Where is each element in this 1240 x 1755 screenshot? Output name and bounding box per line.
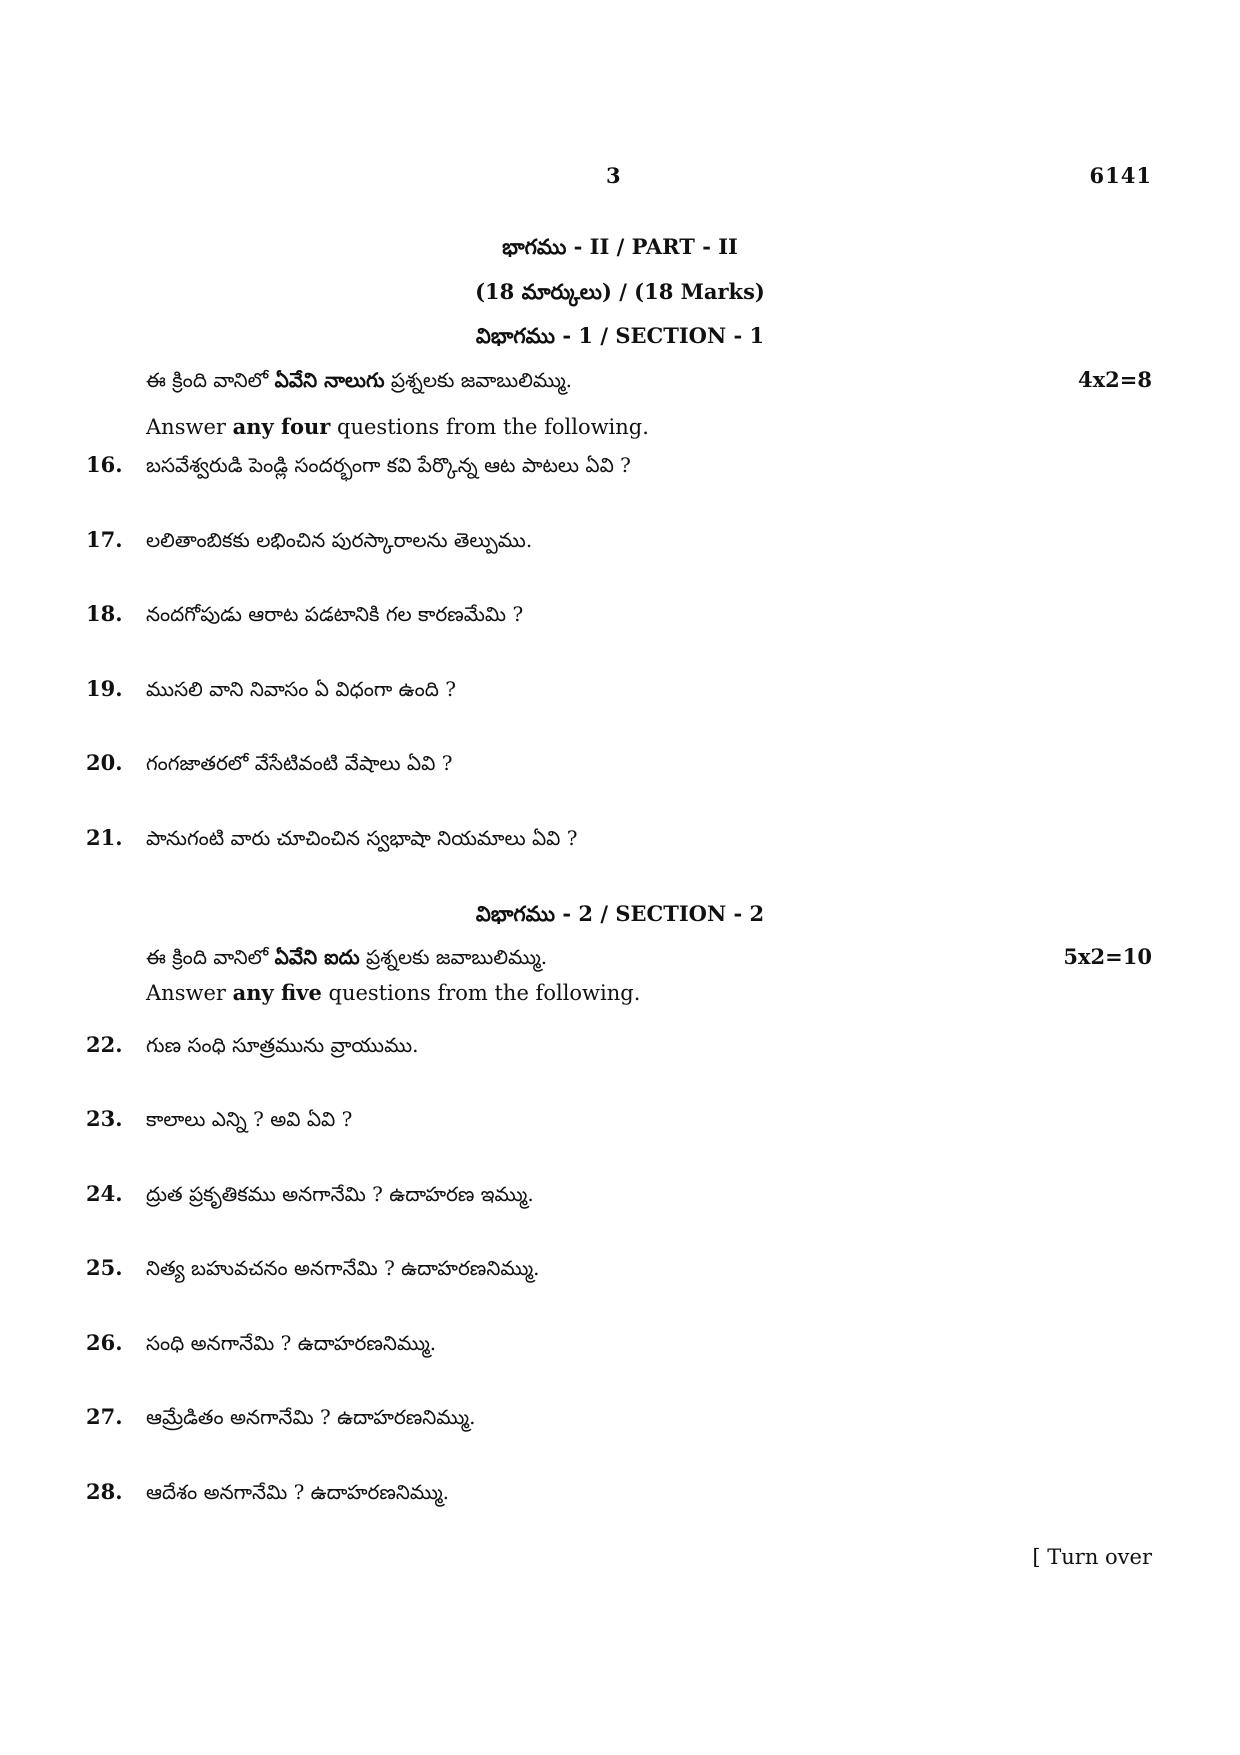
question-text: లలితాంబికకు లభించిన పురస్కారాలను తెల్పుము. [146, 528, 533, 552]
question-text: ఆమ్రేడితం అనగానేమి ? ఉదాహరణనిమ్ము. [146, 1405, 476, 1429]
section-1-title: విభాగము - 1 / SECTION - 1 [475, 323, 765, 348]
section-2-instruction-telugu [146, 945, 547, 974]
instruction-text: ఈ క్రింది వానిలో [146, 945, 275, 969]
question-18 [86, 601, 1152, 635]
question-number: 21. [86, 825, 123, 850]
question-number: 17. [86, 527, 123, 552]
question-number: 22. [86, 1032, 123, 1057]
question-22 [86, 1032, 1152, 1066]
section-1-marks: 4x2=8 [1078, 367, 1152, 392]
question-17 [86, 527, 1152, 561]
question-number: 20. [86, 750, 123, 775]
section-2-title: విభాగము - 2 / SECTION - 2 [475, 901, 765, 926]
turn-over-note: [ Turn over [1032, 1545, 1152, 1569]
instruction-emphasis: ఏవేని ఐదు [274, 945, 360, 969]
question-text: ముసలి వాని నివాసం ఏ విధంగా ఉంది ? [146, 677, 456, 701]
question-text: ఆదేశం అనగానేమి ? ఉదాహరణనిమ్ము. [146, 1480, 450, 1504]
question-26 [86, 1330, 1152, 1364]
question-28 [86, 1479, 1152, 1513]
question-number: 27. [86, 1404, 123, 1429]
question-23 [86, 1106, 1152, 1140]
question-number: 28. [86, 1479, 123, 1504]
question-number: 25. [86, 1255, 123, 1280]
question-text: బసవేశ్వరుడి పెండ్లి సందర్భంగా కవి పేర్కొన్న ఆట పాటలు ఏవి ? [146, 453, 631, 477]
instruction-text: ఈ క్రింది వానిలో [146, 368, 275, 392]
question-text: పానుగంటి వారు చూచించిన స్వభాషా నియమాలు ఏవి ? [146, 826, 578, 850]
question-number: 16. [86, 452, 123, 477]
question-24 [86, 1181, 1152, 1215]
question-text: కాలాలు ఎన్ని ? అవి ఏవి ? [146, 1107, 353, 1131]
question-text: సంధి అనగానేమి ? ఉదాహరణనిమ్ము. [146, 1331, 437, 1355]
question-text: నందగోపుడు ఆరాట పడటానికి గల కారణమేమి ? [146, 602, 524, 626]
question-number: 18. [86, 601, 123, 626]
question-19 [86, 676, 1152, 710]
instruction-text: questions from the following. [321, 981, 641, 1005]
part-title: భాగము - II / PART - II [502, 234, 738, 259]
instruction-text: ప్రశ్నలకు జవాబులిమ్ము. [384, 368, 573, 392]
instruction-emphasis: ఏవేని నాలుగు [274, 368, 385, 392]
section-1-instruction-english [146, 414, 649, 439]
paper-code: 6141 [1089, 163, 1152, 188]
section-1-instruction-telugu [146, 368, 572, 397]
question-text: ద్రుత ప్రకృతికము అనగానేమి ? ఉదాహరణ ఇమ్ము. [146, 1182, 534, 1206]
question-21 [86, 825, 1152, 859]
question-text: గుణ సంధి సూత్రమును వ్రాయుము. [146, 1033, 419, 1057]
question-16 [86, 452, 1152, 486]
instruction-text: questions from the following. [330, 415, 649, 439]
question-27 [86, 1404, 1152, 1438]
section-2-marks: 5x2=10 [1063, 944, 1152, 969]
instruction-text: ప్రశ్నలకు జవాబులిమ్ము. [359, 945, 548, 969]
instruction-text: Answer [146, 981, 233, 1005]
question-number: 24. [86, 1181, 123, 1206]
instruction-emphasis: any five [232, 980, 322, 1005]
section-2-instruction-english [146, 980, 640, 1005]
instruction-text: Answer [146, 415, 233, 439]
instruction-emphasis: any four [232, 414, 331, 439]
page-number: 3 [606, 163, 622, 188]
part-marks: (18 మార్కులు) / (18 Marks) [475, 279, 765, 304]
question-text: గంగజాతరలో వేసేటివంటి వేషాలు ఏవి ? [146, 751, 453, 775]
question-number: 19. [86, 676, 123, 701]
question-number: 26. [86, 1330, 123, 1355]
question-25 [86, 1255, 1152, 1289]
question-number: 23. [86, 1106, 123, 1131]
question-text: నిత్య బహువచనం అనగానేమి ? ఉదాహరణనిమ్ము. [146, 1256, 540, 1280]
question-20 [86, 750, 1152, 784]
